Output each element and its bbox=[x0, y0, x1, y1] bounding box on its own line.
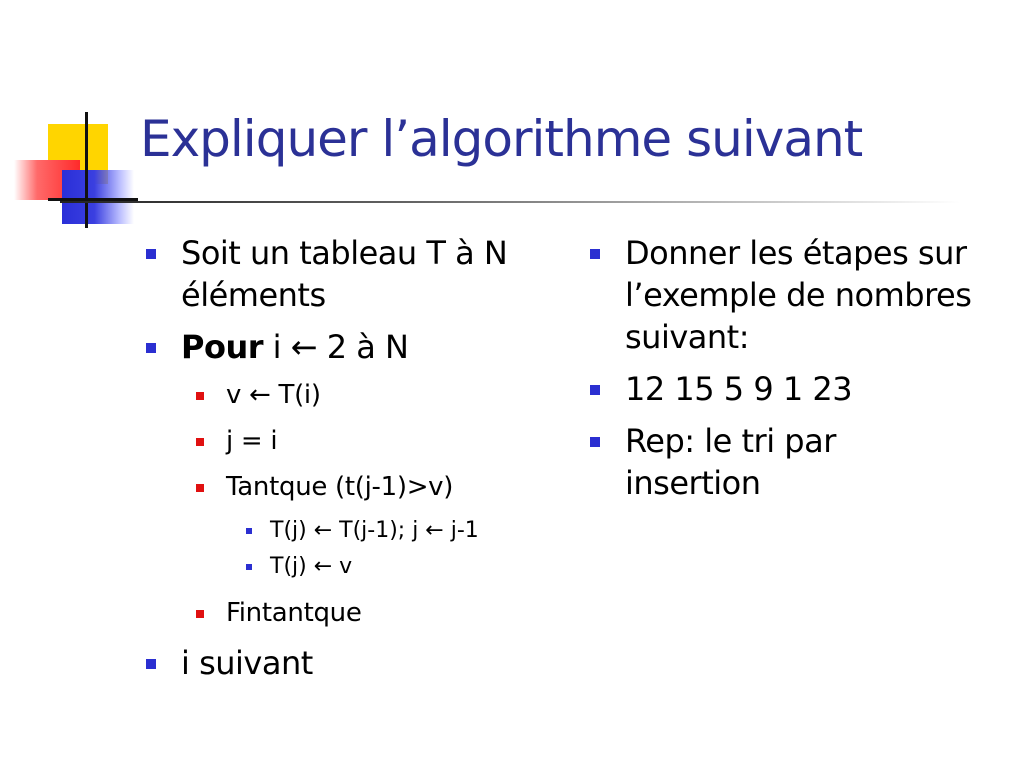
sub-list-item bbox=[146, 378, 566, 412]
list-item bbox=[590, 368, 980, 410]
bullet-text: T(j) ← T(j-1); j ← j-1 bbox=[270, 518, 479, 543]
square-bullet-icon bbox=[196, 484, 204, 492]
list-item bbox=[146, 326, 566, 368]
logo-blue-square bbox=[62, 170, 134, 224]
bullet-text: j = i bbox=[226, 426, 278, 456]
bullet-text: Soit un tableau T à N éléments bbox=[181, 234, 508, 314]
square-bullet-icon bbox=[590, 385, 600, 395]
bullet-text: v ← T(i) bbox=[226, 380, 321, 410]
square-bullet-icon bbox=[146, 343, 156, 353]
bullet-text: Tantque (t(j-1)>v) bbox=[226, 472, 454, 502]
square-bullet-icon bbox=[196, 392, 204, 400]
square-bullet-icon bbox=[590, 249, 600, 259]
list-item bbox=[590, 232, 980, 358]
square-bullet-icon bbox=[246, 564, 252, 570]
bullet-text: Rep: le tri par insertion bbox=[625, 422, 836, 502]
title-underline bbox=[60, 201, 960, 203]
bullet-text: i suivant bbox=[181, 644, 313, 682]
sub-sub-list-item bbox=[146, 516, 566, 546]
keyword-pour: Pour bbox=[181, 328, 263, 366]
bullet-text: i ← 2 à N bbox=[263, 328, 409, 366]
bullet-text: Fintantque bbox=[226, 598, 362, 628]
sub-sub-list-item bbox=[146, 552, 566, 582]
bullet-text: T(j) ← v bbox=[270, 554, 353, 579]
square-bullet-icon bbox=[146, 249, 156, 259]
sub-list-item bbox=[146, 424, 566, 458]
square-bullet-icon bbox=[196, 438, 204, 446]
list-item bbox=[590, 420, 980, 504]
list-item bbox=[146, 232, 566, 316]
logo-vertical-line bbox=[85, 112, 88, 228]
list-item bbox=[146, 642, 566, 684]
square-bullet-icon bbox=[196, 610, 204, 618]
slide-title: Expliquer l’algorithme suivant bbox=[140, 110, 863, 168]
right-bullet-list bbox=[590, 232, 980, 514]
bullet-text: Donner les étapes sur l’exemple de nombres suivant: bbox=[625, 234, 972, 356]
bullet-text: 12 15 5 9 1 23 bbox=[625, 370, 853, 408]
sub-list-item bbox=[146, 596, 566, 630]
square-bullet-icon bbox=[246, 528, 252, 534]
square-bullet-icon bbox=[590, 437, 600, 447]
square-bullet-icon bbox=[146, 659, 156, 669]
left-bullet-list bbox=[146, 232, 566, 694]
sub-list-item bbox=[146, 470, 566, 504]
